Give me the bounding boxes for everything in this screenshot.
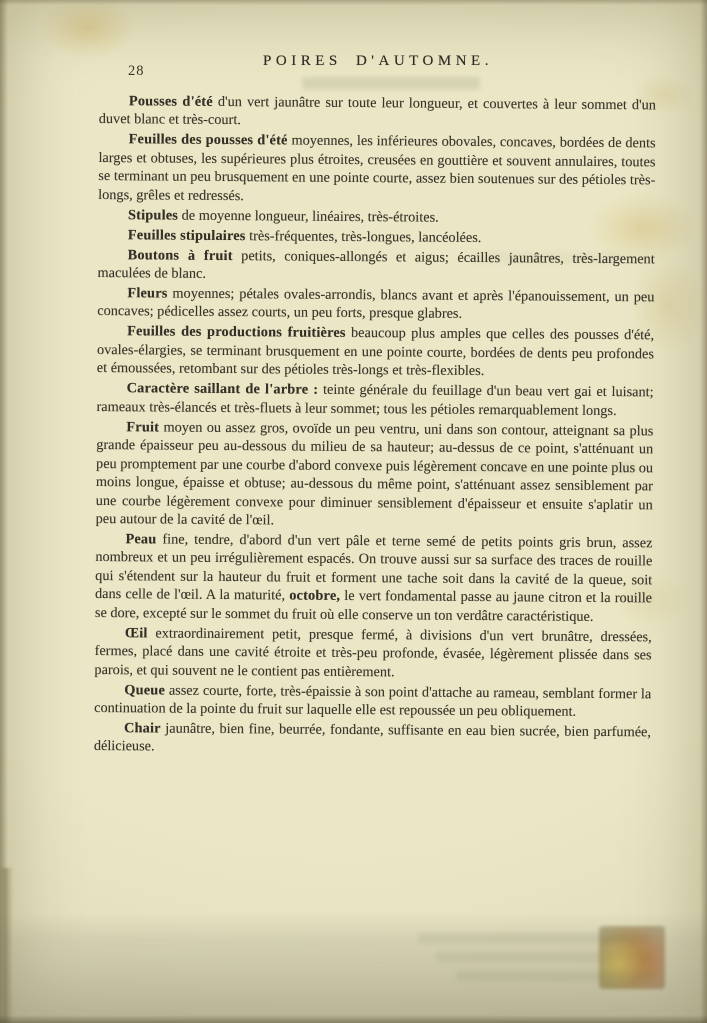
bleed-through-text	[436, 952, 652, 962]
bleed-through-pear-illustration	[599, 926, 665, 989]
paragraph-feuilles-productions	[97, 322, 654, 382]
paragraph-lead: Caractère saillant de l'arbre :	[126, 380, 319, 399]
page-body-text	[94, 92, 656, 762]
paragraph-lead: Pousses d'été	[128, 93, 213, 110]
paragraph-body: moyennes; pétales ovales-arrondis, blancs avant et après l'épanouissement, un peu concaves; pédicelles assez courts, un peu forts, presque glabres.	[97, 285, 655, 323]
paragraph-body: d'un vert jaunâtre sur toute leur longueur, et couvertes à leur sommet d'un duvet blanc et très-court.	[98, 93, 656, 129]
maturity-month-bold: octobre,	[289, 587, 341, 605]
paragraph-body: de moyenne longueur, linéaires, très-étroites.	[181, 207, 439, 226]
paragraph-body: beaucoup plus amples que celles des pousses d'été, ovales-élargies, se terminant brusquement en une pointe courte, bordées de dents peu profondes et émoussées, retombant sur des pétioles très-longs et très-flexibles.	[96, 325, 655, 380]
paragraph-lead: Chair	[123, 720, 161, 737]
paragraph-lead: Feuilles des productions fruitières	[127, 323, 346, 342]
paragraph-body: moyennes, les inférieures obovales, concaves, bordées de dents larges et obtuses, les supérieures plus étroites, creusées en gouttière et souvent annulaires, toutes se terminant un peu brusquement en une pointe courte, assez bien soutenues sur des pétioles très-longs, grêles et redressés.	[98, 132, 656, 204]
paragraph-oeil	[94, 624, 651, 684]
bleed-through-text	[456, 971, 654, 981]
paragraph-boutons-a-fruit	[98, 246, 655, 287]
paragraph-lead: Peau	[125, 531, 157, 548]
paragraph-chair	[94, 719, 651, 760]
paragraph-body: assez courte, forte, très-épaissie à son point d'attache au rameau, semblant former la continuation de la pointe du fruit sur laquelle elle est repoussée un peu obliquement.	[94, 682, 652, 720]
paragraph-lead: Feuilles des pousses d'été	[128, 131, 288, 149]
page-edge-curl	[0, 868, 13, 1023]
paragraph-lead: Fruit	[126, 418, 160, 436]
scan-edge-left	[0, 0, 8, 1023]
paragraph-feuilles-pousses	[98, 130, 656, 208]
scan-edge-top	[0, 0, 707, 5]
paragraph-lead: Queue	[124, 681, 166, 699]
paragraph-feuilles-stipulaires	[98, 226, 655, 249]
bleed-through-text	[302, 77, 480, 90]
paragraph-lead: Feuilles stipulaires	[127, 226, 246, 244]
paragraph-body-after: le vert fondamental passe au jaune citron et la rouille se dore, excepté sur le sommet du fruit où elle conserve un ton verdâtre caractéristique.	[94, 588, 653, 625]
paragraph-lead: Stipules	[127, 206, 179, 224]
page-number: 28	[128, 63, 145, 79]
paragraph-body: moyen ou assez gros, ovoïde un peu ventru, uni dans son contour, atteignant sa plus grande épaisseur peu au-dessous du milieu de sa hauteur; au-dessus de ce point, s'atténuant un peu promptement par une courbe d'abord convexe puis légèrement concave en une pointe plus ou moins longue, épaisse et obtuse; au-dessous du même point, s'atténuant assez sensiblement par une courbe légèrement convexe pour diminuer sensiblement d'épaisseur et ensuite s'aplatir un peu autour de la cavité de l'œil.	[95, 419, 654, 529]
paragraph-body: fine, tendre, d'abord d'un vert pâle et terne semé de petits points gris brun, assez nombreux et un peu irrégulièrement espacés. On trouve aussi sur sa surface des traces de rouille qui s'étendent sur la hauteur du fruit et forment une tache soit dans la cavité de la queue, soit dans celle de l'œil. A la maturité,	[94, 531, 653, 604]
paragraph-body: teinte générale du feuillage d'un beau vert gai et luisant; rameaux très-élancés et très-fluets à leur sommet; tous les pétioles remarquablement longs.	[96, 382, 654, 419]
paragraph-stipules	[98, 206, 655, 229]
paragraph-fleurs	[97, 284, 654, 325]
paragraph-body: extraordinairement petit, presque fermé, à divisions d'un vert brunâtre, dressées, fermes, placé dans une cavité étroite et très-peu profonde, évasée, légèrement plissée dans ses parois, et qui souvent ne le contient pas entièrement.	[94, 625, 652, 680]
running-header: POIRES D'AUTOMNE.	[263, 53, 493, 69]
scan-edge-right	[700, 0, 707, 1023]
paragraph-body: petits, coniques-allongés et aigus; écailles jaunâtres, très-largement maculées de blanc.	[97, 247, 655, 282]
paragraph-fruit	[96, 418, 654, 533]
bleed-through-text	[418, 933, 650, 943]
paragraph-body: jaunâtre, bien fine, beurrée, fondante, suffisante en eau bien sucrée, bien parfumée, délicieuse.	[93, 720, 652, 755]
paragraph-body: très-fréquentes, très-longues, lancéolées.	[249, 227, 482, 246]
paragraph-peau	[95, 530, 653, 627]
paragraph-lead: Boutons à fruit	[127, 246, 233, 264]
paragraph-queue	[94, 681, 651, 722]
paragraph-lead: Œil	[124, 624, 148, 642]
scan-edge-bottom	[0, 1015, 707, 1023]
paragraph-lead: Fleurs	[127, 285, 168, 302]
page-bottom-shadow	[0, 912, 707, 1023]
paragraph-caractere-saillant	[96, 379, 653, 420]
paragraph-pousses-dete	[99, 92, 656, 133]
